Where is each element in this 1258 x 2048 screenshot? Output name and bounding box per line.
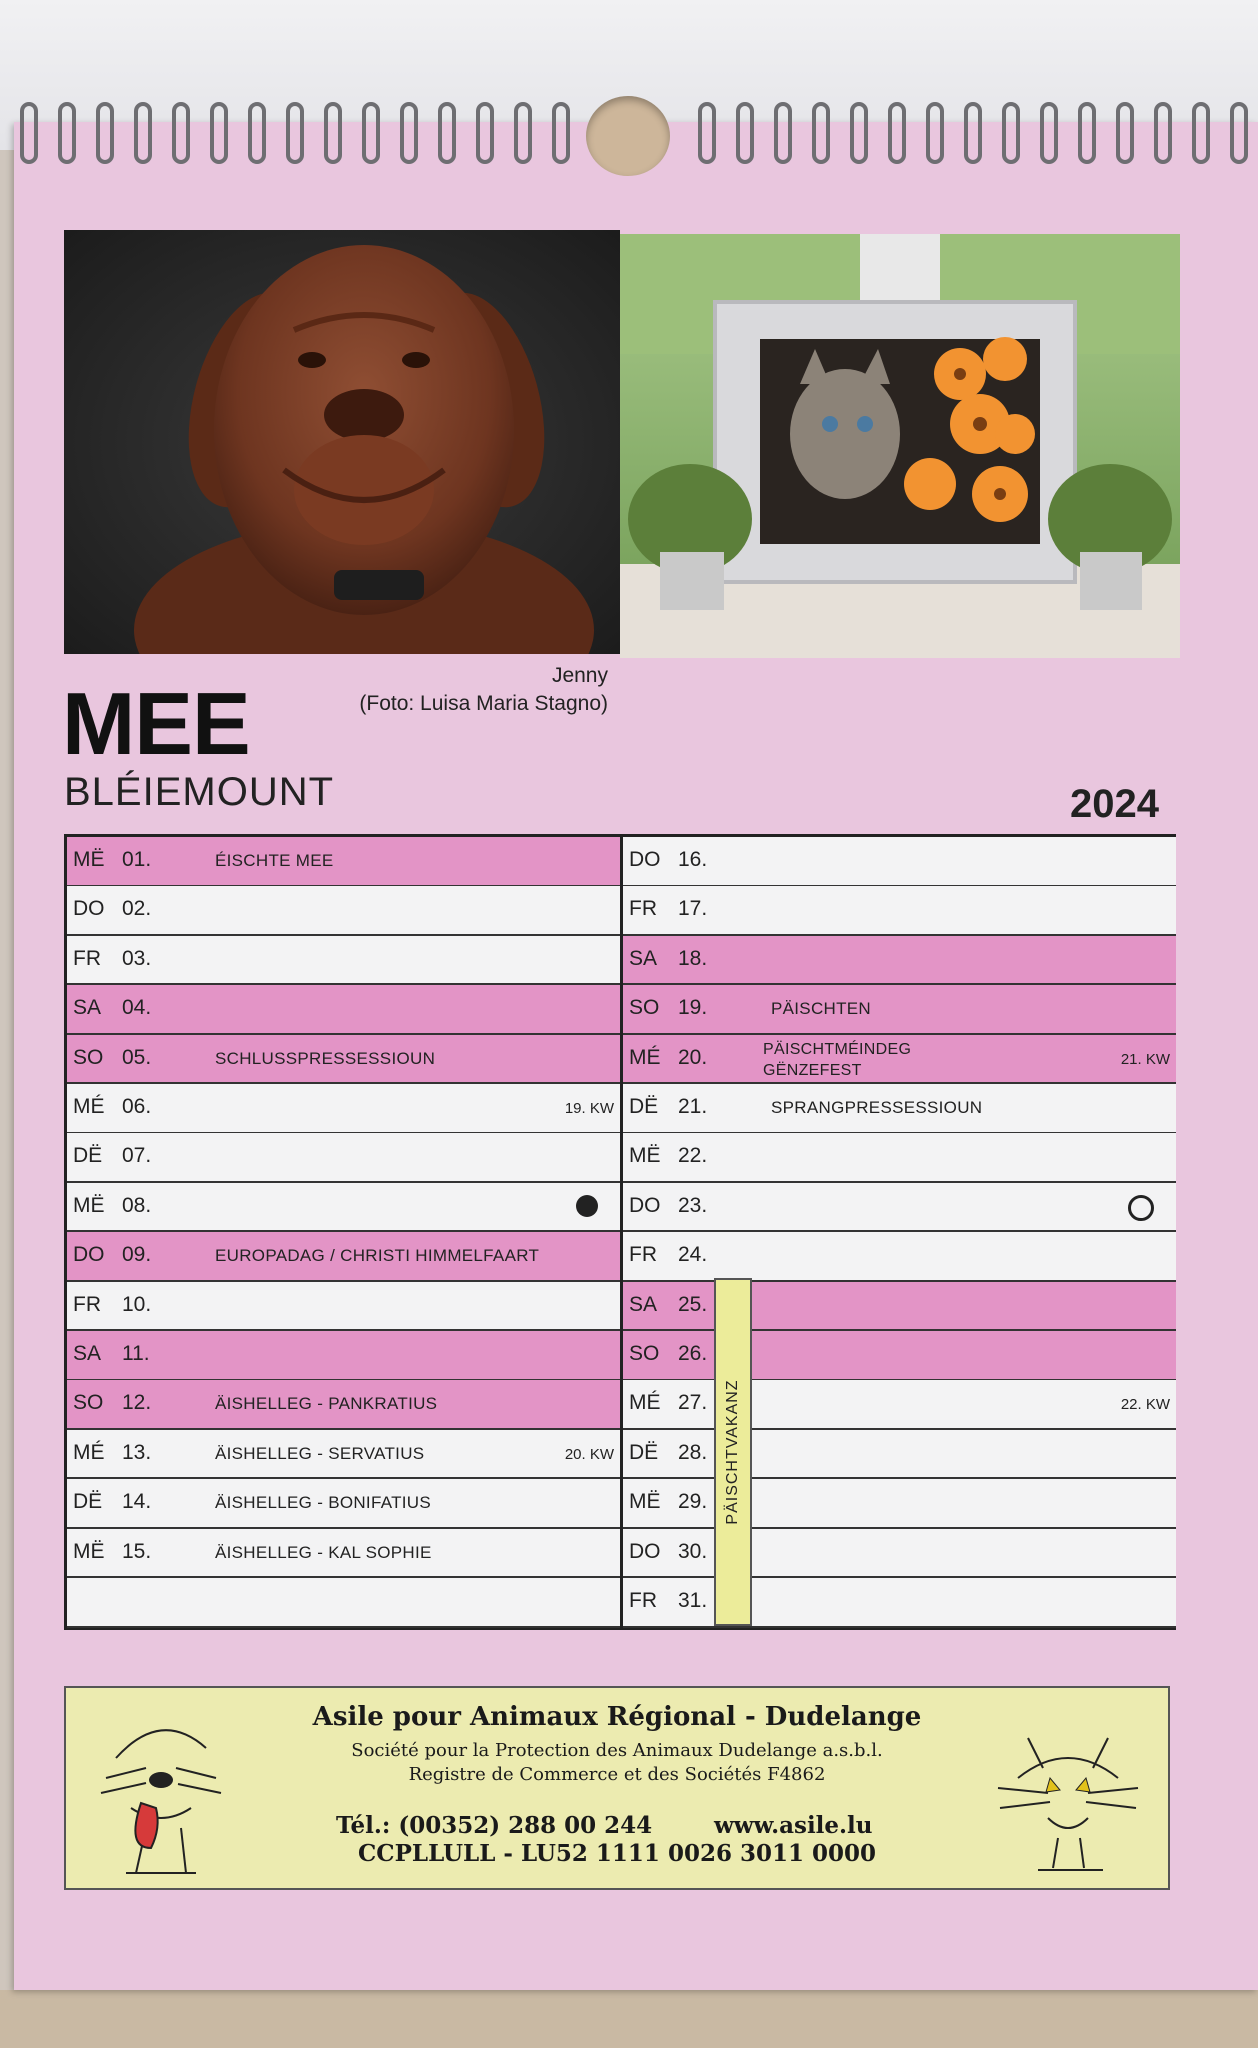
weekday-label: SA (629, 1292, 658, 1316)
weekday-label: DO (73, 1243, 105, 1267)
day-number: 17. (678, 897, 708, 921)
week-number-label: 19. KW (564, 1100, 614, 1117)
day-number: 01. (122, 848, 152, 871)
day-row (623, 1380, 1176, 1430)
weekday-label: DË (629, 1095, 659, 1118)
spiral-ring (174, 104, 188, 162)
day-row (623, 886, 1176, 936)
spiral-ring (1156, 104, 1170, 162)
weekday-label: SO (629, 996, 660, 1020)
event-label: SPRANGPRESSESSIOUN (771, 1098, 983, 1117)
day-row (623, 837, 1176, 887)
day-row (623, 1578, 1176, 1628)
day-number: 31. (678, 1589, 708, 1612)
day-row (623, 1084, 1176, 1134)
day-row (67, 837, 620, 887)
day-number: 24. (678, 1243, 708, 1267)
full-moon-icon (576, 1195, 598, 1217)
event-line: GËNZEFEST (763, 1061, 862, 1079)
footer-line1: Société pour la Protection des Animaux Dudelange a.s.b.l. (351, 1740, 883, 1761)
spiral-ring (1004, 104, 1018, 162)
day-number: 20. (678, 1045, 708, 1069)
day-number: 05. (122, 1045, 152, 1069)
weekday-label: DO (73, 897, 105, 921)
weekday-label: MË (73, 1193, 105, 1217)
day-number: 27. (678, 1391, 708, 1415)
weekday-label: SA (73, 996, 102, 1020)
day-row (67, 1529, 620, 1579)
day-number: 21. (678, 1095, 708, 1118)
weekday-label: DO (629, 1539, 661, 1563)
spiral-ring (1042, 104, 1056, 162)
spiral-ring (890, 104, 904, 162)
spiral-ring (928, 104, 942, 162)
day-row (67, 936, 620, 986)
weekday-label: DO (629, 848, 661, 871)
event-label: PÄISCHTEN (771, 999, 871, 1019)
event-label: ÉISCHTE MEE (215, 851, 334, 870)
spiral-ring (60, 104, 74, 162)
weekday-label: DO (629, 1193, 661, 1217)
day-number: 30. (678, 1539, 708, 1563)
weekday-label: SO (629, 1342, 660, 1365)
day-row (67, 1479, 620, 1529)
weekday-label: MÉ (629, 1045, 661, 1069)
day-number: 04. (122, 996, 152, 1020)
spiral-ring (440, 104, 454, 162)
spiral-ring (1194, 104, 1208, 162)
weekday-label: SA (73, 1342, 102, 1365)
spiral-ring (814, 104, 828, 162)
day-number: 25. (678, 1292, 708, 1316)
weekday-label: MË (73, 1539, 105, 1563)
weekday-label: DË (73, 1490, 103, 1514)
weekday-label: FR (73, 946, 101, 970)
day-number: 08. (122, 1193, 152, 1217)
spiral-ring (776, 104, 790, 162)
weekday-label: MË (629, 1144, 661, 1168)
shelter-footer (64, 1686, 1170, 1890)
footer-phone: Tél.: (00352) 288 00 244 (336, 1812, 653, 1839)
day-row (67, 1035, 620, 1085)
footer-website-link[interactable]: www.asile.lu (714, 1812, 873, 1839)
footer-bank-account: CCPLLULL - LU52 1111 0026 3011 0000 (357, 1840, 877, 1867)
weekday-label: FR (629, 1589, 657, 1612)
weekday-label: FR (73, 1292, 101, 1316)
day-number: 23. (678, 1193, 708, 1217)
weekday-label: MÉ (629, 1391, 661, 1415)
spiral-ring (1232, 104, 1246, 162)
spiral-ring (966, 104, 980, 162)
event-label: SCHLUSSPRESSESSIOUN (215, 1048, 436, 1068)
day-row (623, 1035, 1176, 1085)
spiral-ring (402, 104, 416, 162)
event-label: ÄISHELLEG - KAL SOPHIE (215, 1542, 432, 1562)
week-number-label: 21. KW (1120, 1050, 1170, 1068)
spiral-ring (288, 104, 302, 162)
month-title: MEE (62, 674, 250, 773)
hanger-hook (586, 96, 670, 176)
desk-surface (0, 1990, 1258, 2048)
day-row (67, 1133, 620, 1183)
school-vacation-bar (714, 1278, 752, 1626)
cartoon-cat-icon (988, 1698, 1148, 1878)
day-row (623, 1282, 1176, 1332)
week-number-label: 22. KW (1120, 1396, 1170, 1414)
day-number: 29. (678, 1490, 708, 1514)
spiral-ring (212, 104, 226, 162)
spiral-ring (554, 104, 568, 162)
weekday-label: DË (629, 1440, 659, 1464)
day-number: 03. (122, 946, 152, 970)
day-row (623, 1232, 1176, 1282)
spiral-ring (22, 104, 36, 162)
left-day-column (67, 837, 623, 1627)
day-number: 26. (678, 1342, 708, 1365)
weekday-label: MË (629, 1490, 661, 1514)
spiral-ring (738, 104, 752, 162)
spiral-ring (1118, 104, 1132, 162)
day-row (623, 1183, 1176, 1233)
day-row (67, 1331, 620, 1381)
spiral-ring (478, 104, 492, 162)
day-number: 28. (678, 1440, 708, 1464)
day-row (623, 1430, 1176, 1480)
day-number: 15. (122, 1539, 152, 1563)
day-number: 19. (678, 996, 708, 1020)
day-number: 14. (122, 1490, 152, 1514)
day-row (623, 1529, 1176, 1579)
day-number: 09. (122, 1243, 152, 1267)
weekday-label: DË (73, 1144, 103, 1168)
spiral-ring (326, 104, 340, 162)
week-number-label: 20. KW (564, 1445, 614, 1463)
day-number: 18. (678, 946, 708, 970)
event-label (763, 1039, 911, 1081)
weekday-label: MÉ (73, 1440, 105, 1464)
weekday-label: MÉ (73, 1095, 105, 1118)
new-moon-icon (1128, 1195, 1154, 1221)
day-row (67, 886, 620, 936)
weekday-label: FR (629, 897, 657, 921)
day-number: 13. (122, 1440, 152, 1464)
spiral-ring (700, 104, 714, 162)
day-row (67, 1232, 620, 1282)
photo-caption-name: Jenny (551, 664, 608, 687)
photo-caption-credit: (Foto: Luisa Maria Stagno) (359, 692, 608, 715)
year-label: 2024 (1070, 782, 1159, 826)
day-number: 11. (122, 1342, 150, 1365)
day-number: 02. (122, 897, 152, 921)
month-subtitle: BLÉIEMOUNT (64, 770, 335, 814)
event-label: ÄISHELLEG - PANKRATIUS (215, 1394, 438, 1414)
day-row (67, 1282, 620, 1332)
day-row (67, 1183, 620, 1233)
spiral-ring (516, 104, 530, 162)
day-row (623, 936, 1176, 986)
event-label: EUROPADAG / CHRISTI HIMMELFAART (215, 1246, 540, 1266)
right-day-column (623, 837, 1176, 1627)
day-row (67, 985, 620, 1035)
cat-painting-photo (620, 234, 1180, 658)
spiral-ring (364, 104, 378, 162)
day-number: 10. (122, 1292, 152, 1316)
day-grid (64, 834, 1176, 1630)
footer-title: Asile pour Animaux Régional - Dudelange (312, 1702, 922, 1732)
weekday-label: SO (73, 1045, 104, 1069)
weekday-label: SA (629, 946, 658, 970)
day-row (623, 1331, 1176, 1381)
day-number: 22. (678, 1144, 708, 1168)
dog-photo (64, 230, 620, 654)
day-number: 12. (122, 1391, 152, 1415)
day-row (623, 1479, 1176, 1529)
school-vacation-label: PÄISCHTVAKANZ (724, 1379, 741, 1525)
spiral-ring (1080, 104, 1094, 162)
day-number: 07. (122, 1144, 152, 1168)
event-label: ÄISHELLEG - SERVATIUS (215, 1443, 425, 1463)
day-row (67, 1380, 620, 1430)
footer-line2: Registre de Commerce et des Sociétés F4862 (408, 1764, 826, 1785)
day-row (67, 1578, 620, 1628)
day-row (67, 1430, 620, 1480)
spiral-ring (98, 104, 112, 162)
day-number: 16. (678, 848, 708, 871)
event-label: ÄISHELLEG - BONIFATIUS (215, 1493, 432, 1513)
event-line: PÄISCHTMÉINDEG (763, 1040, 912, 1058)
day-row (67, 1084, 620, 1134)
spiral-ring (136, 104, 150, 162)
weekday-label: FR (629, 1243, 657, 1267)
spiral-ring (852, 104, 866, 162)
weekday-label: SO (73, 1391, 104, 1415)
weekday-label: MË (73, 848, 105, 871)
day-number: 06. (122, 1095, 152, 1118)
day-row (623, 1133, 1176, 1183)
day-row (623, 985, 1176, 1035)
spiral-ring (250, 104, 264, 162)
